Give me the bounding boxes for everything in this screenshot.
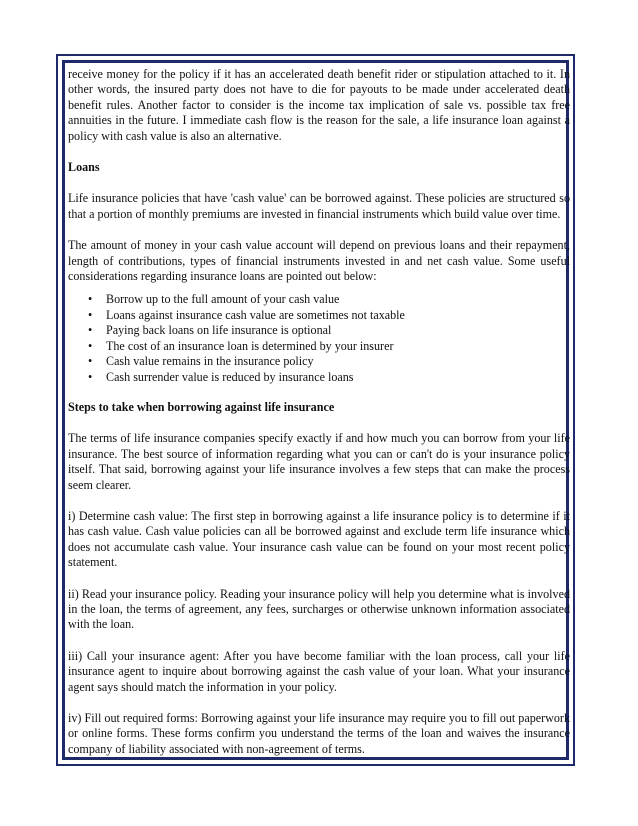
list-item: • Paying back loans on life insurance is optional	[90, 323, 570, 338]
list-item: • The cost of an insurance loan is determined by your insurer	[90, 339, 570, 354]
steps-intro-paragraph: The terms of life insurance companies specify exactly if and how much you can borrow from your life insurance. The best source of information regarding what you can or can't do is your insurance policy itself. That said, borrowing against your life insurance involves a few steps that can make the process seem clearer.	[68, 431, 570, 492]
list-item: • Loans against insurance cash value are sometimes not taxable	[90, 308, 570, 323]
loans-heading: Loans	[68, 160, 100, 175]
loans-paragraph-2: The amount of money in your cash value account will depend on previous loans and their repayment, length of contributions, types of financial instruments invested in and net cash value. Some useful considerations regarding insurance loans are pointed out below:	[68, 238, 570, 284]
list-item: • Cash surrender value is reduced by insurance loans	[90, 370, 570, 385]
step-2-paragraph: ii) Read your insurance policy. Reading your insurance policy will help you determine what is involved in the loan, the terms of agreement, any fees, surcharges or otherwise unknown information associated with the loan.	[68, 586, 570, 632]
list-item: • Borrow up to the full amount of your cash value	[90, 292, 570, 307]
intro-paragraph: receive money for the policy if it has an accelerated death benefit rider or stipulation attached to it. In other words, the insured party does not have to die for payouts to be made under accelerated death benefit rules. Another factor to consider is the income tax implication of sale vs. possible tax free annuities in the future. I immediate cash flow is the reason for the sale, a life insurance loan against a policy with cash value is also an alternative.	[68, 67, 570, 143]
step-3-paragraph: iii) Call your insurance agent: After you have become familiar with the loan process, call your life insurance agent to inquire about borrowing against the cash value of your loan. What your insurance agent says should match the information in your policy.	[68, 648, 570, 694]
step-4-paragraph: iv) Fill out required forms: Borrowing against your life insurance may require you to fill out paperwork or online forms. These forms confirm you understand the terms of the loan and waives the insurance company of liability associated with non-agreement of terms.	[68, 711, 570, 756]
document-body	[68, 67, 570, 773]
loans-paragraph-1: Life insurance policies that have 'cash value' can be borrowed against. These policies are structured so that a portion of monthly premiums are invested in financial instruments which build value over time.	[68, 191, 570, 221]
loan-considerations-list	[68, 292, 570, 384]
step-1-paragraph: i) Determine cash value: The first step in borrowing against a life insurance policy is to determine if it has cash value. Cash value policies can all be borrowed against and exclude term life insurance which does not accumulate cash value. Your insurance cash value can be found on your most recent policy statement.	[68, 508, 570, 570]
list-item: • Cash value remains in the insurance policy	[90, 354, 570, 369]
steps-heading: Steps to take when borrowing against life insurance	[68, 399, 335, 414]
